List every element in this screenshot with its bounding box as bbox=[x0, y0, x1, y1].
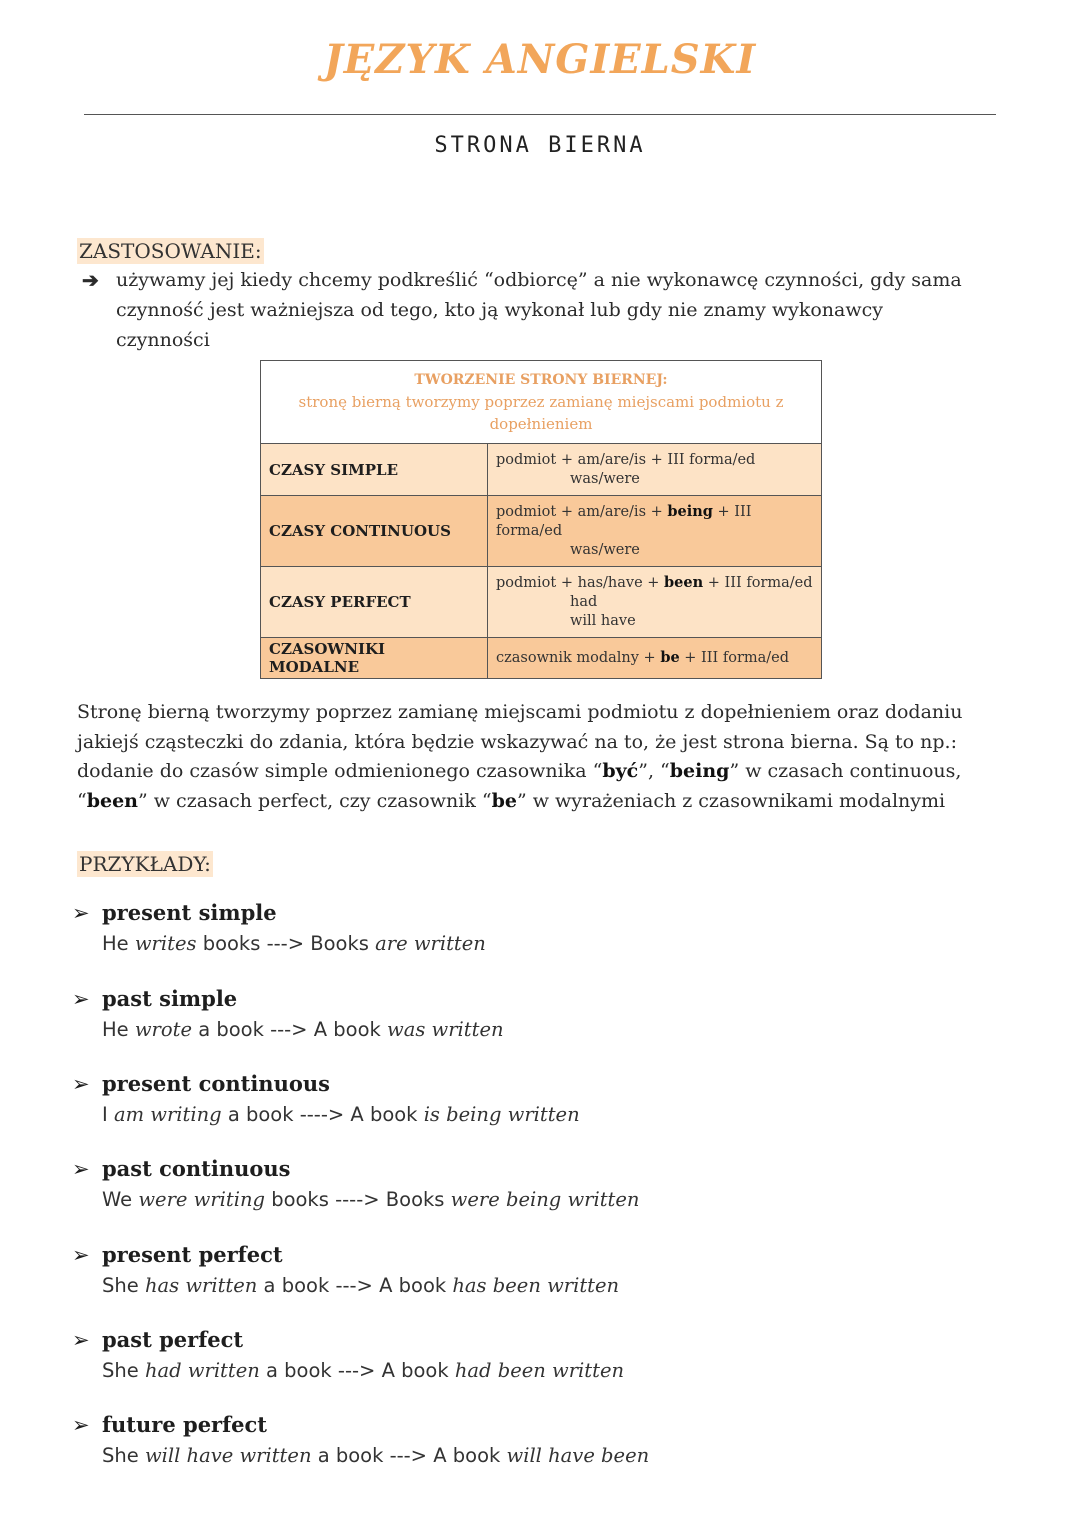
example-sentence: He wrote a book ---> A book was written bbox=[102, 1018, 504, 1041]
row-category: CZASY CONTINUOUS bbox=[261, 496, 488, 567]
tense-name: past simple bbox=[102, 986, 238, 1011]
tense-name: past continuous bbox=[102, 1156, 291, 1181]
bullet-icon: ➢ bbox=[72, 1413, 90, 1437]
formula-line: was/were bbox=[570, 470, 640, 487]
formula-line: podmiot + am/are/is + III forma/ed bbox=[496, 451, 756, 468]
example-sentence: I am writing a book ----> A book is being written bbox=[102, 1103, 580, 1126]
table-description: stronę bierną tworzymy poprzez zamianę miejscami podmiotu z dopełnieniem bbox=[298, 393, 784, 433]
title-divider bbox=[84, 114, 996, 115]
table-row bbox=[261, 444, 822, 496]
table-heading: TWORZENIE STRONY BIERNEJ: bbox=[414, 372, 668, 388]
list-item bbox=[72, 898, 972, 960]
usage-label: ZASTOSOWANIE: bbox=[79, 239, 262, 263]
formula-line: podmiot + am/are/is + being + III forma/ed bbox=[496, 503, 752, 539]
list-item bbox=[72, 1240, 972, 1302]
passive-voice-table bbox=[260, 360, 822, 679]
examples-label: PRZYKŁADY: bbox=[79, 852, 211, 876]
explanation-paragraph: Stronę bierną tworzymy poprzez zamianę miejscami podmiotu z dopełnieniem oraz dodaniu jakiejś cząsteczki do zdania, która będzie wskazywać na to, że jest strona bierna. Są to np.: dodanie do czasów simple odmienionego czasownika “być”, “being” w czasach continuous, “been” w czasach perfect, czy czasownik “be” w wyrażeniach z czasownikami modalnymi bbox=[77, 701, 963, 812]
list-item bbox=[72, 1325, 972, 1387]
tense-name: past perfect bbox=[102, 1327, 244, 1352]
row-formula bbox=[488, 638, 822, 679]
arrow-icon: ➔ bbox=[82, 268, 99, 292]
bullet-icon: ➢ bbox=[72, 987, 90, 1011]
row-formula bbox=[488, 444, 822, 496]
example-sentence: She has written a book ---> A book has been written bbox=[102, 1274, 620, 1297]
usage-text: używamy jej kiedy chcemy podkreślić “odbiorcę” a nie wykonawcę czynności, gdy sama czynność jest ważniejsza od tego, kto ją wykonał lub gdy nie znamy wykonawcy czynności bbox=[116, 269, 962, 351]
formula-line: podmiot + has/have + been + III forma/ed bbox=[496, 574, 813, 591]
list-item bbox=[72, 1069, 972, 1131]
tense-name: present perfect bbox=[102, 1242, 283, 1267]
formula-line: czasownik modalny + be + III forma/ed bbox=[496, 649, 790, 666]
list-item bbox=[72, 1410, 972, 1472]
bullet-icon: ➢ bbox=[72, 1328, 90, 1352]
bullet-icon: ➢ bbox=[72, 1157, 90, 1181]
bullet-icon: ➢ bbox=[72, 1243, 90, 1267]
table-row bbox=[261, 638, 822, 679]
list-item bbox=[72, 1154, 972, 1216]
bullet-icon: ➢ bbox=[72, 901, 90, 925]
example-sentence: She had written a book ---> A book had been written bbox=[102, 1359, 625, 1382]
formula-line: will have bbox=[570, 613, 636, 629]
table-row bbox=[261, 496, 822, 567]
page-title: JĘZYK ANGIELSKI bbox=[323, 36, 757, 83]
example-sentence: She will have written a book ---> A book will have been bbox=[102, 1444, 650, 1467]
formula-line: had bbox=[570, 594, 598, 610]
table-header bbox=[261, 361, 822, 444]
bullet-icon: ➢ bbox=[72, 1072, 90, 1096]
table-row bbox=[261, 567, 822, 638]
page-subtitle: STRONA BIERNA bbox=[434, 133, 646, 158]
row-formula bbox=[488, 567, 822, 638]
row-category: CZASY SIMPLE bbox=[261, 444, 488, 496]
example-sentence: We were writing books ----> Books were being written bbox=[102, 1188, 640, 1211]
tense-name: future perfect bbox=[102, 1412, 267, 1437]
usage-block bbox=[82, 265, 982, 355]
formula-line: was/were bbox=[570, 542, 640, 558]
row-category: CZASY PERFECT bbox=[261, 567, 488, 638]
tense-name: present simple bbox=[102, 900, 277, 925]
row-formula bbox=[488, 496, 822, 567]
tense-name: present continuous bbox=[102, 1071, 330, 1096]
row-category: CZASOWNIKI MODALNE bbox=[261, 638, 488, 679]
list-item bbox=[72, 984, 972, 1046]
example-sentence: He writes books ---> Books are written bbox=[102, 932, 486, 955]
